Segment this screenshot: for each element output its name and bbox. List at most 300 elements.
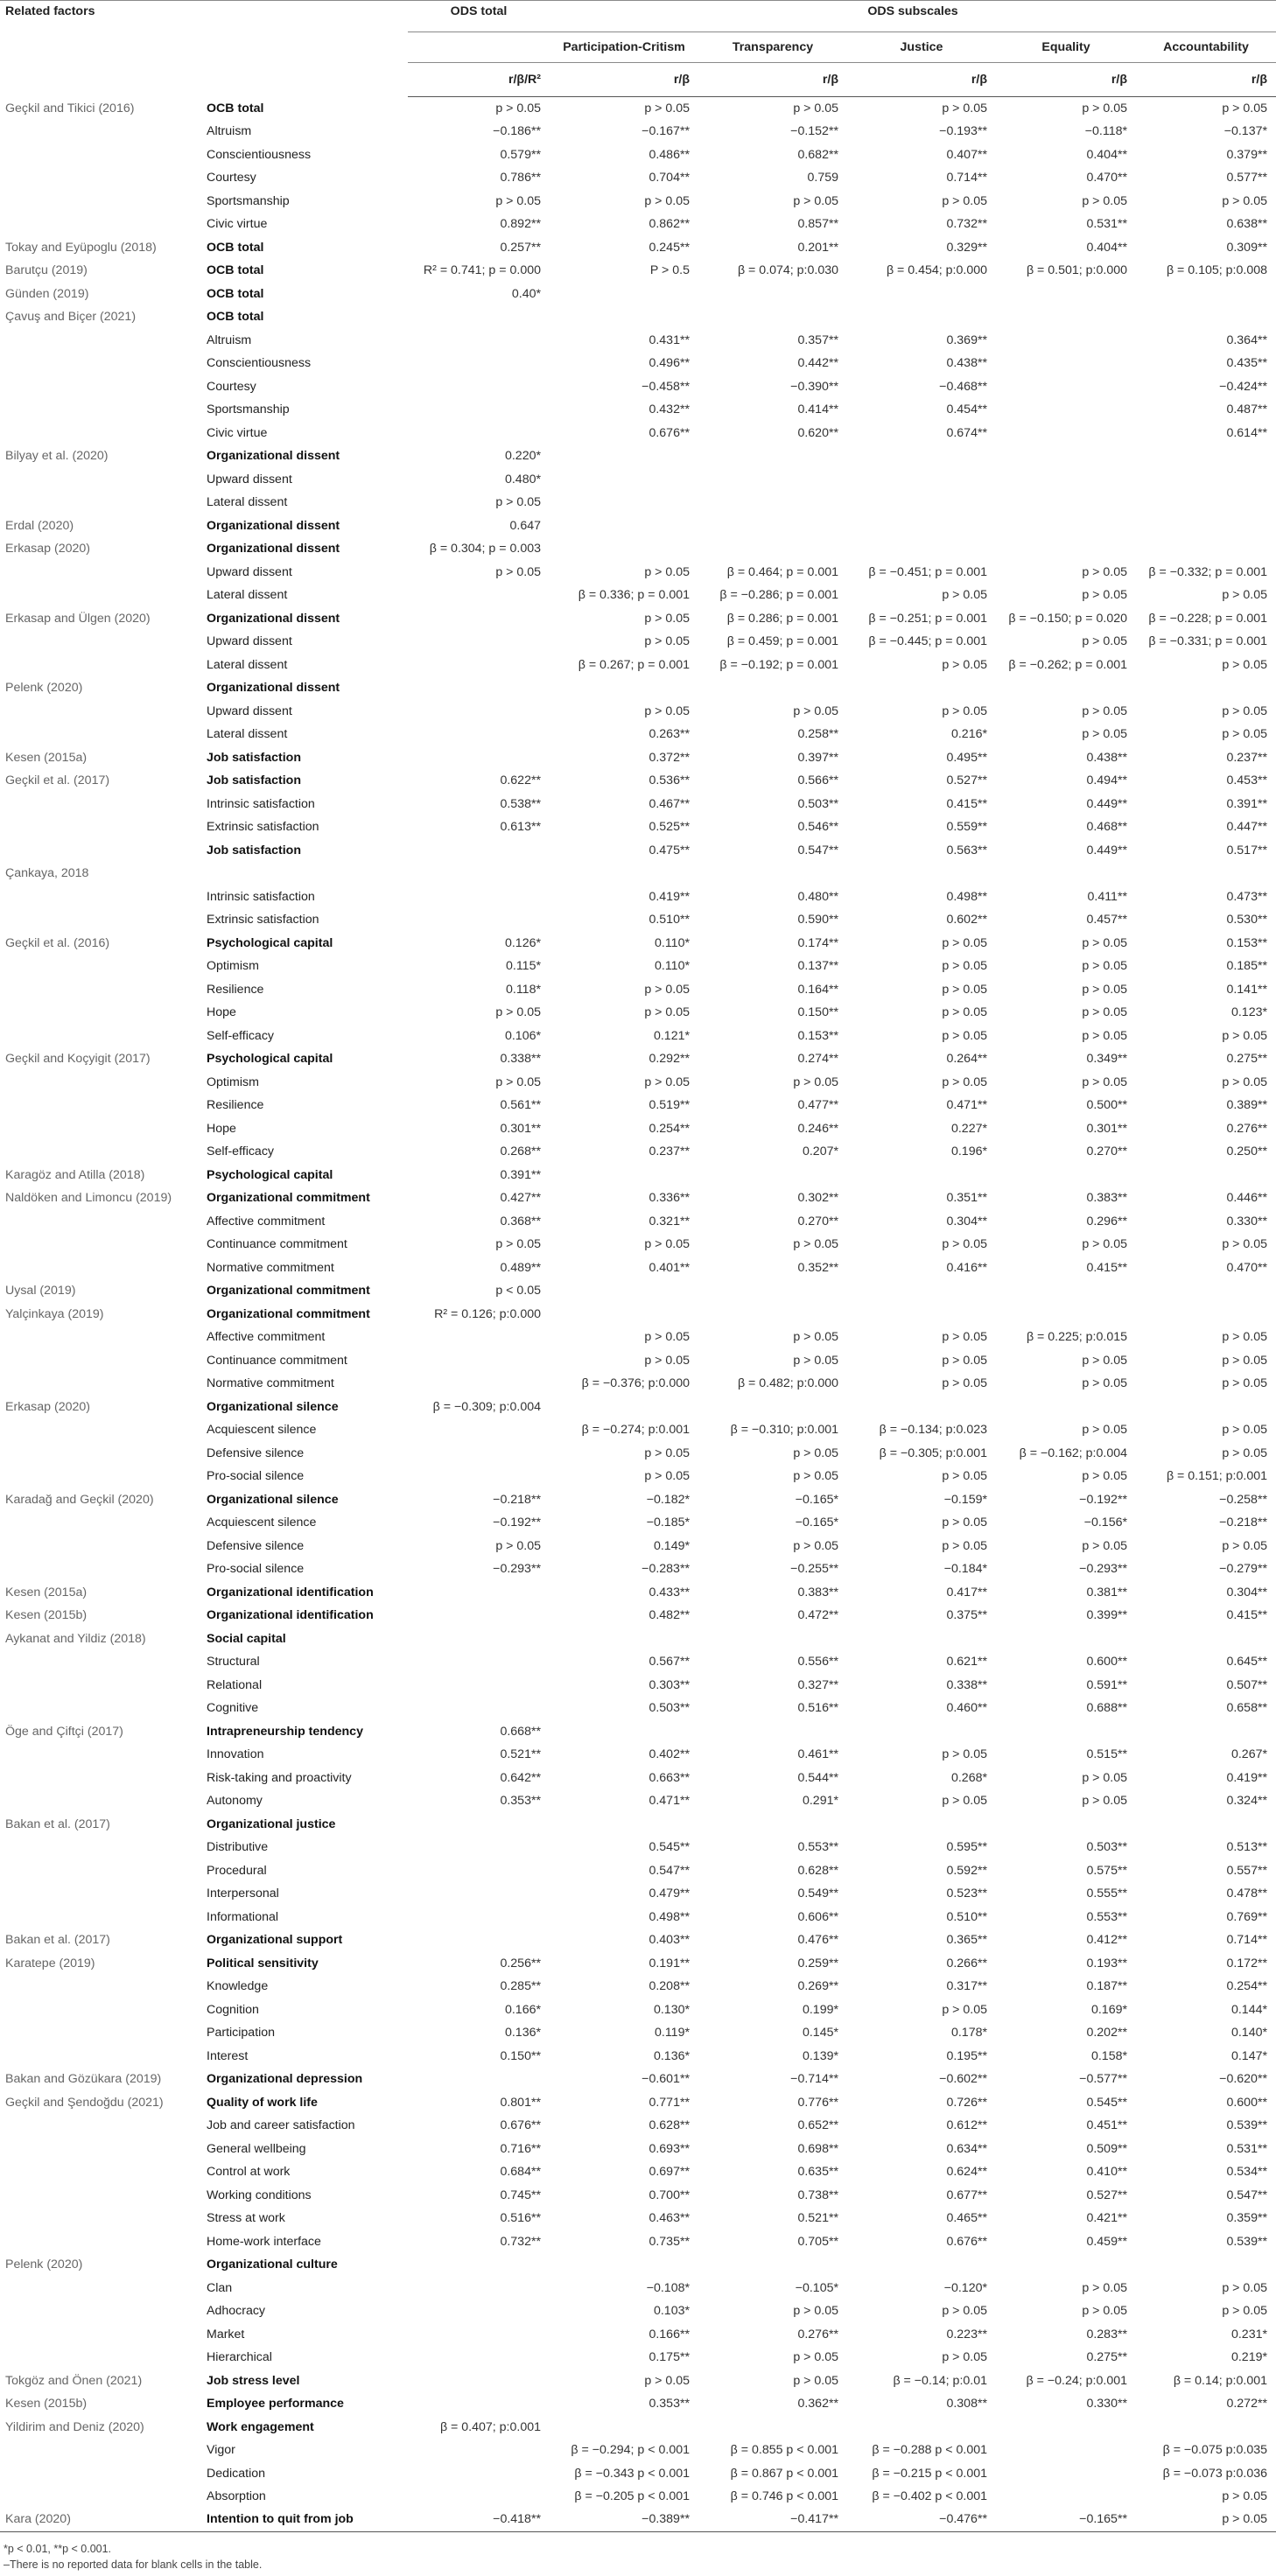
ods-total-value <box>408 305 550 329</box>
justice-value: 0.563** <box>946 843 987 858</box>
accountability-value: β = −0.075 p:0.035 <box>1162 2443 1267 2458</box>
ods-total-value <box>408 2277 550 2300</box>
justice-value: −0.193** <box>939 124 987 139</box>
related-factor: Defensive silence <box>207 1446 305 1460</box>
transparency-value: 0.139* <box>802 2048 838 2063</box>
study-citation: Tokay and Eyüpoglu (2018) <box>5 240 157 255</box>
accountability-value <box>1136 491 1276 514</box>
justice-value: 0.592** <box>946 1863 987 1878</box>
participation-value: 0.149* <box>653 1538 690 1553</box>
justice-value: β = −0.451; p = 0.001 <box>868 564 987 579</box>
equality-value: 0.503** <box>1086 1840 1127 1855</box>
ods-total-value: −0.186** <box>493 124 541 139</box>
study-citation <box>0 793 201 816</box>
justice-value: 0.454** <box>946 402 987 417</box>
ods-total-value <box>408 723 550 746</box>
transparency-value: 0.476** <box>797 1933 838 1948</box>
accountability-value: p > 0.05 <box>1222 657 1267 672</box>
accountability-value: 0.714** <box>1226 1933 1267 1948</box>
ods-total-value <box>408 398 550 422</box>
study-citation <box>0 1233 201 1256</box>
accountability-value: 0.330** <box>1226 1214 1267 1228</box>
equality-value: 0.383** <box>1086 1191 1127 1206</box>
study-citation <box>0 2300 201 2323</box>
equality-value: 0.545** <box>1086 2095 1127 2110</box>
ods-total-value: 0.353** <box>500 1794 541 1809</box>
related-factor: Resilience <box>207 1098 264 1113</box>
ods-total-header: ODS total <box>408 1 550 32</box>
participation-value: p > 0.05 <box>644 1353 690 1368</box>
transparency-value: p > 0.05 <box>793 2373 838 2388</box>
equality-value <box>996 1279 1136 1303</box>
transparency-value: 0.682** <box>797 147 838 162</box>
ods-total-value <box>408 839 550 863</box>
related-factor: Job and career satisfaction <box>207 2118 355 2133</box>
equality-value: 0.415** <box>1086 1260 1127 1275</box>
transparency-value: 0.553** <box>797 1840 838 1855</box>
participation-value: 0.547** <box>649 1863 690 1878</box>
justice-value: −0.602** <box>939 2072 987 2087</box>
justice-value: p > 0.05 <box>942 1330 987 1345</box>
justice-value <box>847 305 996 329</box>
study-citation: Çavuş and Biçer (2021) <box>5 310 137 325</box>
transparency-value: 0.174** <box>797 935 838 950</box>
equality-value <box>996 514 1136 538</box>
table-row <box>0 1001 1276 1025</box>
accountability-value: 0.304** <box>1226 1585 1267 1600</box>
equality-value <box>996 1396 1136 1419</box>
study-citation <box>0 1418 201 1442</box>
justice-value <box>847 2253 996 2277</box>
study-citation <box>0 1906 201 1929</box>
study-citation <box>0 816 201 839</box>
transparency-value: p > 0.05 <box>793 1446 838 1460</box>
participation-value <box>550 1813 698 1837</box>
participation-value: p > 0.05 <box>644 1074 690 1089</box>
transparency-value: β = −0.286; p = 0.001 <box>719 588 838 603</box>
equality-value <box>996 468 1136 492</box>
accountability-value: p > 0.05 <box>1222 101 1267 116</box>
justice-value: p > 0.05 <box>942 1074 987 1089</box>
participation-value: −0.108* <box>646 2280 690 2295</box>
accountability-value <box>1136 1628 1276 1651</box>
transparency-value <box>698 1279 847 1303</box>
participation-value: 0.121* <box>653 1028 690 1043</box>
justice-value: 0.674** <box>946 425 987 440</box>
study-citation <box>0 1511 201 1535</box>
related-factor: Organizational dissent <box>207 681 340 696</box>
justice-value: 0.415** <box>946 796 987 811</box>
ods-total-value: 0.150** <box>500 2048 541 2063</box>
related-factor: Optimism <box>207 1074 259 1089</box>
transparency-value: 0.383** <box>797 1585 838 1600</box>
equality-value: p > 0.05 <box>1082 1074 1127 1089</box>
participation-value: p > 0.05 <box>644 101 690 116</box>
accountability-value: 0.147* <box>1230 2048 1267 2063</box>
equality-value: β = 0.501; p:0.000 <box>1026 263 1127 278</box>
participation-value: 0.401** <box>649 1260 690 1275</box>
ods-total-value: 0.892** <box>500 217 541 232</box>
accountability-value <box>1136 1279 1276 1303</box>
ods-total-value: 0.166* <box>504 2002 541 2017</box>
ods-total-value: 0.561** <box>500 1098 541 1113</box>
accountability-value: −0.620** <box>1219 2072 1267 2087</box>
related-factor: OCB total <box>207 101 264 116</box>
study-citation: Karatepe (2019) <box>5 1956 95 1970</box>
justice-value: 0.523** <box>946 1886 987 1901</box>
related-factor: Cognitive <box>207 1701 259 1716</box>
table-row <box>0 1628 1276 1651</box>
ods-total-value: p > 0.05 <box>495 101 541 116</box>
equality-value: 0.451** <box>1086 2118 1127 2133</box>
transparency-value <box>698 676 847 700</box>
justice-value <box>847 2416 996 2440</box>
justice-value: β = −0.445; p = 0.001 <box>868 634 987 649</box>
transparency-value: 0.547** <box>797 843 838 858</box>
study-citation <box>0 2323 201 2347</box>
participation-value: 0.208** <box>649 1979 690 1994</box>
equality-value <box>996 862 1136 886</box>
table-row <box>0 375 1276 399</box>
participation-value: p > 0.05 <box>644 564 690 579</box>
related-factor: Interest <box>207 2048 249 2063</box>
equality-value: p > 0.05 <box>1082 1423 1127 1438</box>
study-citation: Günden (2019) <box>5 286 89 301</box>
justice-value: 0.369** <box>946 332 987 347</box>
ods-total-value: R² = 0.741; p = 0.000 <box>423 263 541 278</box>
transparency-value: 0.352** <box>797 1260 838 1275</box>
ods-total-value: −0.418** <box>408 2509 550 2532</box>
justice-value: p > 0.05 <box>942 1028 987 1043</box>
participation-value: 0.676** <box>649 425 690 440</box>
related-factor: Continuance commitment <box>207 1353 347 1368</box>
equality-value: 0.457** <box>1086 913 1127 928</box>
accountability-value: β = −0.228; p = 0.001 <box>1148 611 1267 626</box>
related-factor: Normative commitment <box>207 1260 334 1275</box>
justice-value: p > 0.05 <box>942 1538 987 1553</box>
accountability-value: p > 0.05 <box>1222 1028 1267 1043</box>
related-factor: Autonomy <box>207 1794 263 1809</box>
ods-total-value <box>408 2253 550 2277</box>
participation-value: 0.536** <box>649 774 690 788</box>
accountability-value: 0.517** <box>1226 843 1267 858</box>
ods-total-value: β = −0.309; p:0.004 <box>432 1399 541 1414</box>
study-citation <box>0 1210 201 1234</box>
participation-value: p > 0.05 <box>644 1005 690 1020</box>
table-row <box>0 1511 1276 1535</box>
transparency-value: 0.302** <box>797 1191 838 1206</box>
ods-total-value: p > 0.05 <box>495 1074 541 1089</box>
participation-value: p > 0.05 <box>644 1237 690 1252</box>
related-factor: Civic virtue <box>207 217 268 232</box>
related-factor: Organizational dissent <box>207 611 340 626</box>
table-row <box>0 1906 1276 1929</box>
justice-value: p > 0.05 <box>942 1747 987 1762</box>
justice-value: 0.624** <box>946 2165 987 2180</box>
transparency-value: p > 0.05 <box>793 101 838 116</box>
accountability-value: 0.254** <box>1226 1979 1267 1994</box>
related-factor: OCB total <box>207 310 264 325</box>
ods-total-value <box>408 1650 550 1674</box>
accountability-value: 0.415** <box>1226 1608 1267 1623</box>
equality-value: −0.192** <box>1079 1492 1127 1507</box>
table-row <box>0 816 1276 839</box>
equality-value: p > 0.05 <box>1082 2280 1127 2295</box>
related-factor: Extrinsic satisfaction <box>207 913 319 928</box>
ods-total-value <box>408 1581 550 1605</box>
study-citation <box>0 630 201 654</box>
accountability-value: p > 0.05 <box>1222 1330 1267 1345</box>
ods-total-value: 0.40* <box>511 286 541 301</box>
transparency-value: 0.652** <box>797 2118 838 2133</box>
study-citation: Karadağ and Geçkil (2020) <box>5 1492 154 1507</box>
ods-total-value: 0.220* <box>504 449 541 464</box>
equality-value: 0.553** <box>1086 1909 1127 1924</box>
table-row <box>0 190 1276 214</box>
justice-value: p > 0.05 <box>942 935 987 950</box>
related-factor: Hope <box>207 1005 236 1020</box>
transparency-value: β = 0.074; p:0.030 <box>737 263 838 278</box>
study-citation: Öge and Çiftçi (2017) <box>5 1724 123 1739</box>
table-row <box>0 1418 1276 1442</box>
justice-value: 0.195** <box>946 2048 987 2063</box>
equality-value: p > 0.05 <box>1082 1237 1127 1252</box>
justice-value: p > 0.05 <box>942 1005 987 1020</box>
ods-total-spacer <box>408 32 550 63</box>
related-factor: Organizational identification <box>207 1608 374 1623</box>
participation-value <box>550 862 698 886</box>
study-citation <box>0 352 201 375</box>
table-row <box>0 2392 1276 2416</box>
related-factor: Self-efficacy <box>207 1028 275 1043</box>
justice-value: 0.602** <box>946 913 987 928</box>
ods-total-stat-header: r/β/R² <box>408 63 550 97</box>
transparency-value <box>698 1720 847 1744</box>
ods-total-value <box>408 607 550 631</box>
transparency-value: 0.414** <box>797 402 838 417</box>
justice-value: p > 0.05 <box>942 2350 987 2365</box>
equality-value: 0.404** <box>1086 147 1127 162</box>
table-row <box>0 2509 1276 2532</box>
participation-value: 0.704** <box>649 171 690 186</box>
table-row <box>0 1720 1276 1744</box>
justice-value <box>847 1164 996 1187</box>
related-factor: Altruism <box>207 124 252 139</box>
transparency-value <box>698 444 847 468</box>
table-row <box>0 932 1276 956</box>
accountability-value: 0.250** <box>1226 1144 1267 1159</box>
participation-value: 0.136* <box>653 2048 690 2063</box>
transparency-value: 0.698** <box>797 2141 838 2156</box>
justice-value: 0.621** <box>946 1655 987 1670</box>
participation-value: 0.525** <box>649 820 690 835</box>
study-citation <box>0 723 201 746</box>
justice-value: 0.510** <box>946 1909 987 1924</box>
accountability-value: p > 0.05 <box>1222 2489 1267 2504</box>
justice-value <box>847 283 996 306</box>
related-factor: Job satisfaction <box>207 843 302 858</box>
related-factor: Organizational commitment <box>207 1191 370 1206</box>
justice-value: −0.120* <box>943 2280 987 2295</box>
ods-total-value <box>408 630 550 654</box>
stat-header-participation: r/β <box>550 63 698 97</box>
transparency-value: β = 0.867 p < 0.001 <box>730 2466 838 2481</box>
participation-value: 0.471** <box>649 1794 690 1809</box>
table-row <box>0 793 1276 816</box>
study-citation: Tokgöz and Önen (2021) <box>5 2373 143 2388</box>
transparency-value: 0.480** <box>797 889 838 904</box>
study-citation <box>0 1697 201 1720</box>
participation-value: 0.263** <box>649 727 690 742</box>
participation-value: 0.372** <box>649 750 690 765</box>
participation-value: 0.482** <box>649 1608 690 1623</box>
accountability-value <box>1136 1813 1276 1837</box>
ods-total-value: 0.338** <box>500 1052 541 1067</box>
table-row <box>0 1256 1276 1280</box>
transparency-value: 0.276** <box>797 2327 838 2342</box>
related-factor: Organizational support <box>207 1933 343 1948</box>
equality-value: β = −0.150; p = 0.020 <box>1008 611 1127 626</box>
study-citation <box>0 2160 201 2184</box>
table-row <box>0 1186 1276 1210</box>
equality-value: 0.531** <box>1086 217 1127 232</box>
participation-value: 0.110* <box>655 959 690 974</box>
ods-total-value <box>408 2068 550 2091</box>
related-factor: Extrinsic satisfaction <box>207 820 319 835</box>
ods-total-value <box>408 2300 550 2323</box>
justice-value: p > 0.05 <box>942 959 987 974</box>
justice-value: p > 0.05 <box>942 101 987 116</box>
ods-total-value: 0.285** <box>500 1979 541 1994</box>
equality-value: 0.381** <box>1086 1585 1127 1600</box>
participation-value: 0.175** <box>649 2350 690 2365</box>
justice-value: 0.471** <box>946 1098 987 1113</box>
table-row <box>0 2277 1276 2300</box>
justice-value: 0.351** <box>946 1191 987 1206</box>
study-citation <box>0 1001 201 1025</box>
transparency-value: 0.153** <box>797 1028 838 1043</box>
participation-value: 0.292** <box>649 1052 690 1067</box>
participation-value: 0.697** <box>649 2165 690 2180</box>
transparency-value: 0.566** <box>797 774 838 788</box>
ods-total-value <box>408 1697 550 1720</box>
study-citation <box>0 2138 201 2161</box>
transparency-value: p > 0.05 <box>793 1237 838 1252</box>
accountability-value <box>1136 283 1276 306</box>
table-row <box>0 839 1276 863</box>
ods-total-value: p < 0.05 <box>495 1284 541 1298</box>
accountability-value: p > 0.05 <box>1222 1074 1267 1089</box>
table-row <box>0 1279 1276 1303</box>
table-row <box>0 352 1276 375</box>
accountability-value: 0.534** <box>1226 2165 1267 2180</box>
transparency-value: p > 0.05 <box>793 2304 838 2319</box>
justice-value: 0.417** <box>946 1585 987 1600</box>
justice-value <box>847 1303 996 1326</box>
accountability-value: −0.258** <box>1219 1492 1267 1507</box>
related-factor: Vigor <box>207 2443 235 2458</box>
related-factor: OCB total <box>207 286 264 301</box>
ods-total-value <box>408 1442 550 1466</box>
justice-value: 0.365** <box>946 1933 987 1948</box>
table-row <box>0 2091 1276 2115</box>
accountability-value: 0.237** <box>1226 750 1267 765</box>
table-row <box>0 2114 1276 2138</box>
study-citation: Erkasap (2020) <box>5 542 90 556</box>
related-factor: Organizational dissent <box>207 449 340 464</box>
transparency-value: 0.590** <box>797 913 838 928</box>
ods-total-value: 0.427** <box>500 1191 541 1206</box>
accountability-value: 0.531** <box>1226 2141 1267 2156</box>
equality-value: 0.399** <box>1086 1608 1127 1623</box>
related-factor: Work engagement <box>207 2419 314 2434</box>
participation-value <box>550 283 698 306</box>
equality-value <box>996 1720 1136 1744</box>
accountability-value: 0.600** <box>1226 2095 1267 2110</box>
transparency-value: 0.549** <box>797 1886 838 1901</box>
justice-value: p > 0.05 <box>942 1237 987 1252</box>
accountability-value: 0.123* <box>1230 1005 1267 1020</box>
stat-header-equality: r/β <box>996 63 1136 97</box>
ods-total-value: 0.268** <box>500 1144 541 1159</box>
justice-value: 0.338** <box>946 1677 987 1692</box>
accountability-value: β = −0.331; p = 0.001 <box>1148 634 1267 649</box>
related-factor <box>201 862 408 886</box>
subscale-header-participation: Participation-Critism <box>563 39 685 54</box>
transparency-value <box>698 2416 847 2440</box>
equality-value: 0.459** <box>1086 2234 1127 2249</box>
table-row <box>0 862 1276 886</box>
ods-total-value <box>408 862 550 886</box>
accountability-value: p > 0.05 <box>1222 193 1267 208</box>
table-row <box>0 166 1276 190</box>
accountability-value: 0.557** <box>1226 1863 1267 1878</box>
related-factor: Interpersonal <box>207 1886 279 1901</box>
table-row <box>0 978 1276 1002</box>
table-row <box>0 144 1276 167</box>
study-citation <box>0 2207 201 2230</box>
transparency-value: −0.255** <box>790 1562 838 1577</box>
justice-value: 0.264** <box>946 1052 987 1067</box>
study-citation <box>0 468 201 492</box>
participation-value: 0.237** <box>649 1144 690 1159</box>
participation-value: 0.503** <box>649 1701 690 1716</box>
study-citation <box>0 2462 201 2486</box>
accountability-value: −0.424** <box>1219 379 1267 394</box>
table-row <box>0 746 1276 770</box>
study-citation <box>0 886 201 909</box>
justice-value: β = 0.454; p:0.000 <box>886 263 987 278</box>
equality-value: p > 0.05 <box>1082 2304 1127 2319</box>
equality-value: p > 0.05 <box>1082 1770 1127 1785</box>
justice-value: p > 0.05 <box>942 704 987 718</box>
related-factor: Distributive <box>207 1840 269 1855</box>
table-row <box>0 630 1276 654</box>
participation-value: p > 0.05 <box>644 1330 690 1345</box>
accountability-value <box>1136 1303 1276 1326</box>
accountability-value: p > 0.05 <box>1222 2304 1267 2319</box>
justice-value <box>847 862 996 886</box>
accountability-value <box>1136 305 1276 329</box>
ods-total-value: 0.136* <box>504 2026 541 2040</box>
related-factor: Upward dissent <box>207 704 292 718</box>
accountability-value <box>1136 1164 1276 1187</box>
transparency-value <box>698 305 847 329</box>
accountability-value: 0.530** <box>1226 913 1267 928</box>
ods-total-value <box>408 1349 550 1373</box>
ods-total-value: 0.480* <box>504 472 541 486</box>
equality-value <box>996 375 1136 399</box>
